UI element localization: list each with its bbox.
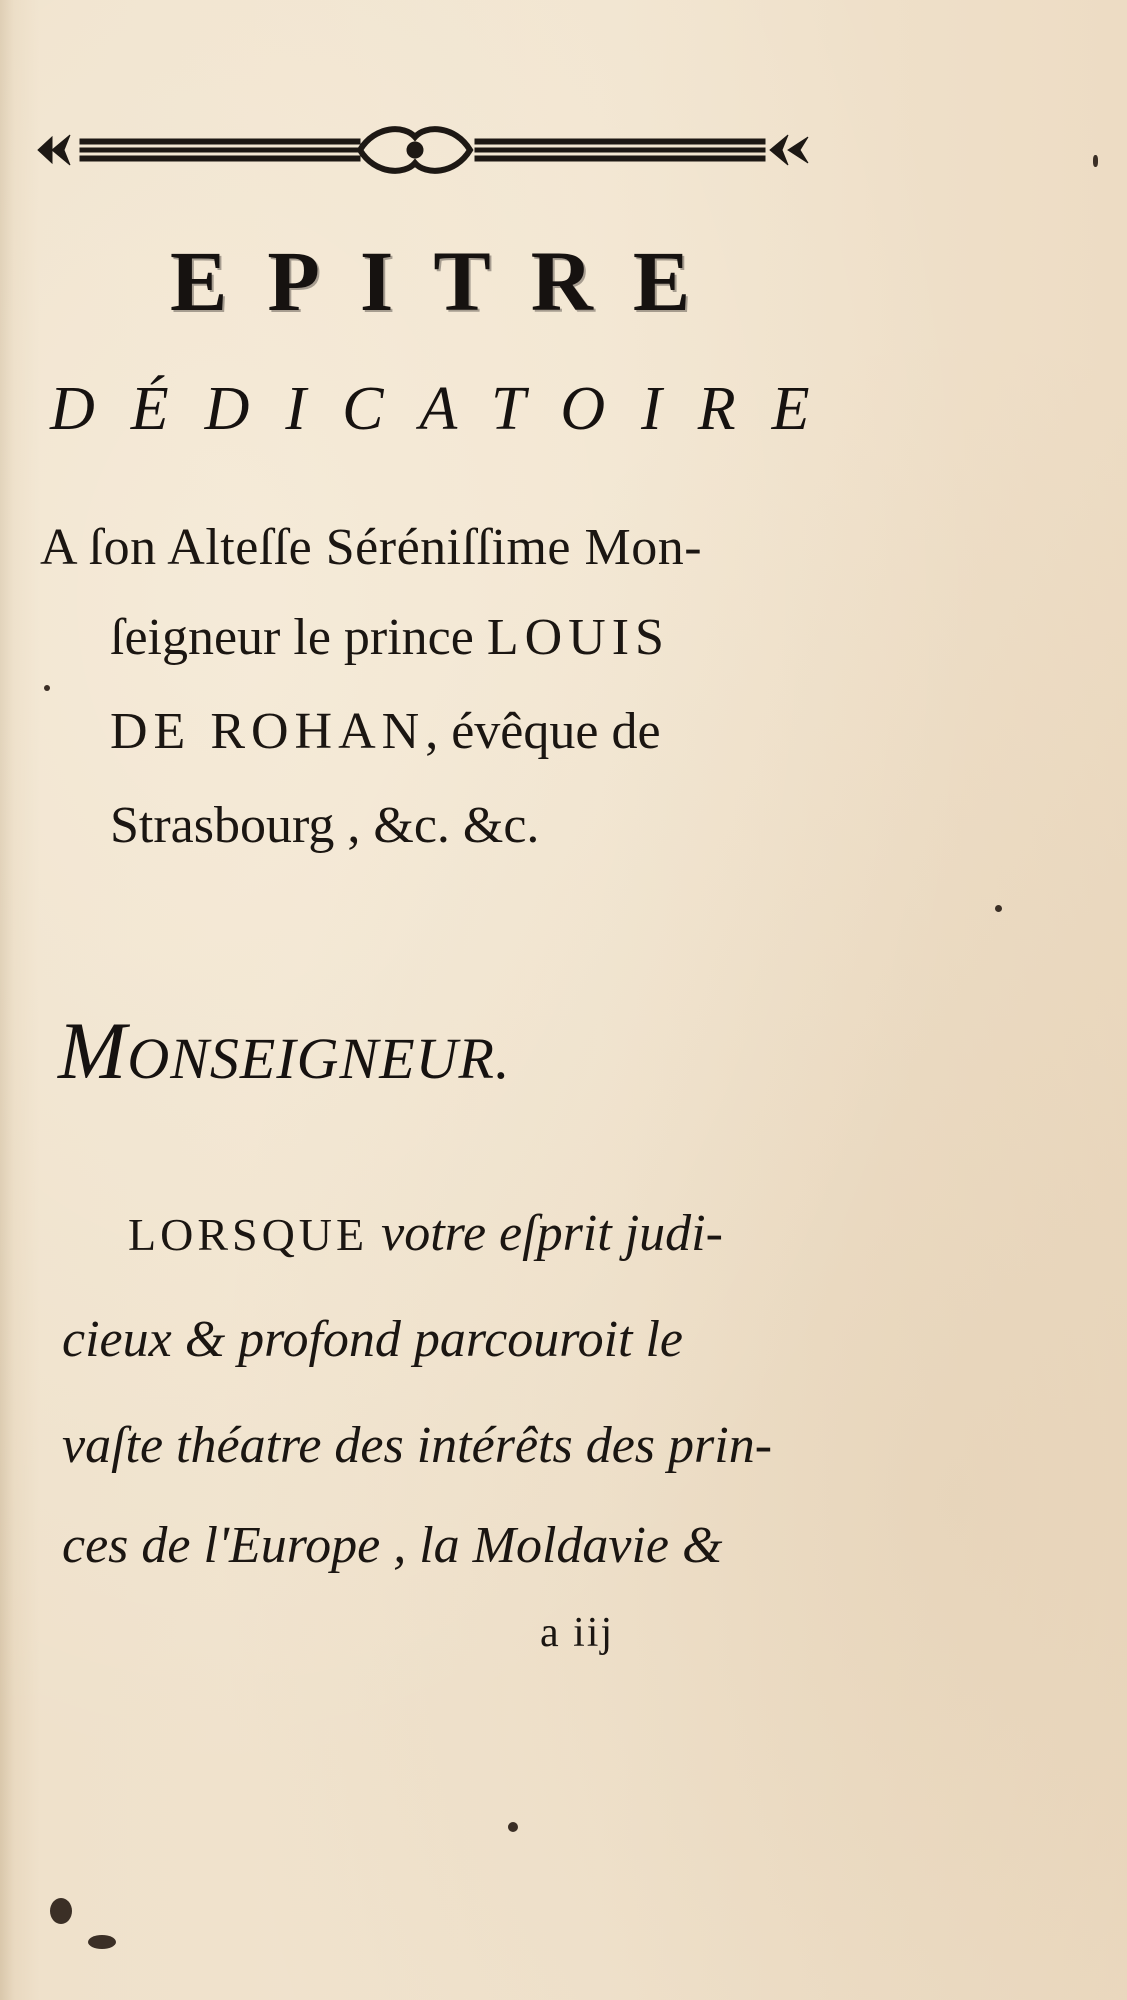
ink-blot bbox=[88, 1935, 116, 1949]
body-opening-word: LORSQUE bbox=[128, 1209, 369, 1260]
ink-speck bbox=[1093, 155, 1098, 167]
ink-speck bbox=[44, 685, 50, 691]
body-line-1-rest: votre eſprit judi- bbox=[368, 1205, 723, 1262]
dedication-subtitle: DÉDICATOIRE bbox=[50, 375, 846, 443]
salutation-rest: ONSEIGNEUR. bbox=[127, 1026, 511, 1091]
address-line-4: Strasbourg , &c. &c. bbox=[110, 797, 540, 854]
signature-mark: a iij bbox=[540, 1610, 615, 1656]
salutation bbox=[58, 1005, 511, 1096]
prince-name-louis: LOUIS bbox=[486, 609, 670, 666]
body-line-4: ces de l'Europe , la Moldavie & bbox=[62, 1517, 723, 1574]
ink-speck bbox=[995, 905, 1002, 912]
address-line-3 bbox=[110, 703, 661, 760]
address-line-3-suffix: , évêque de bbox=[425, 703, 661, 760]
body-line-3: vaſte théatre des intérêts des prin- bbox=[62, 1417, 773, 1474]
body-line-2: cieux & profond parcouroit le bbox=[62, 1311, 684, 1368]
ink-speck bbox=[508, 1822, 518, 1832]
body-line-1 bbox=[128, 1205, 723, 1262]
ink-blot bbox=[50, 1898, 72, 1924]
address-line-2 bbox=[110, 609, 670, 666]
salutation-initial: M bbox=[58, 1005, 128, 1096]
address-line-2-prefix: ſeigneur le prince bbox=[110, 609, 487, 666]
prince-name-rohan: DE ROHAN bbox=[110, 703, 426, 760]
dedication-title: EPITRE bbox=[170, 233, 731, 329]
address-line-1: A ſon Alteſſe Séréniſſime Mon- bbox=[40, 519, 703, 576]
printer-ornament-band bbox=[30, 115, 820, 185]
